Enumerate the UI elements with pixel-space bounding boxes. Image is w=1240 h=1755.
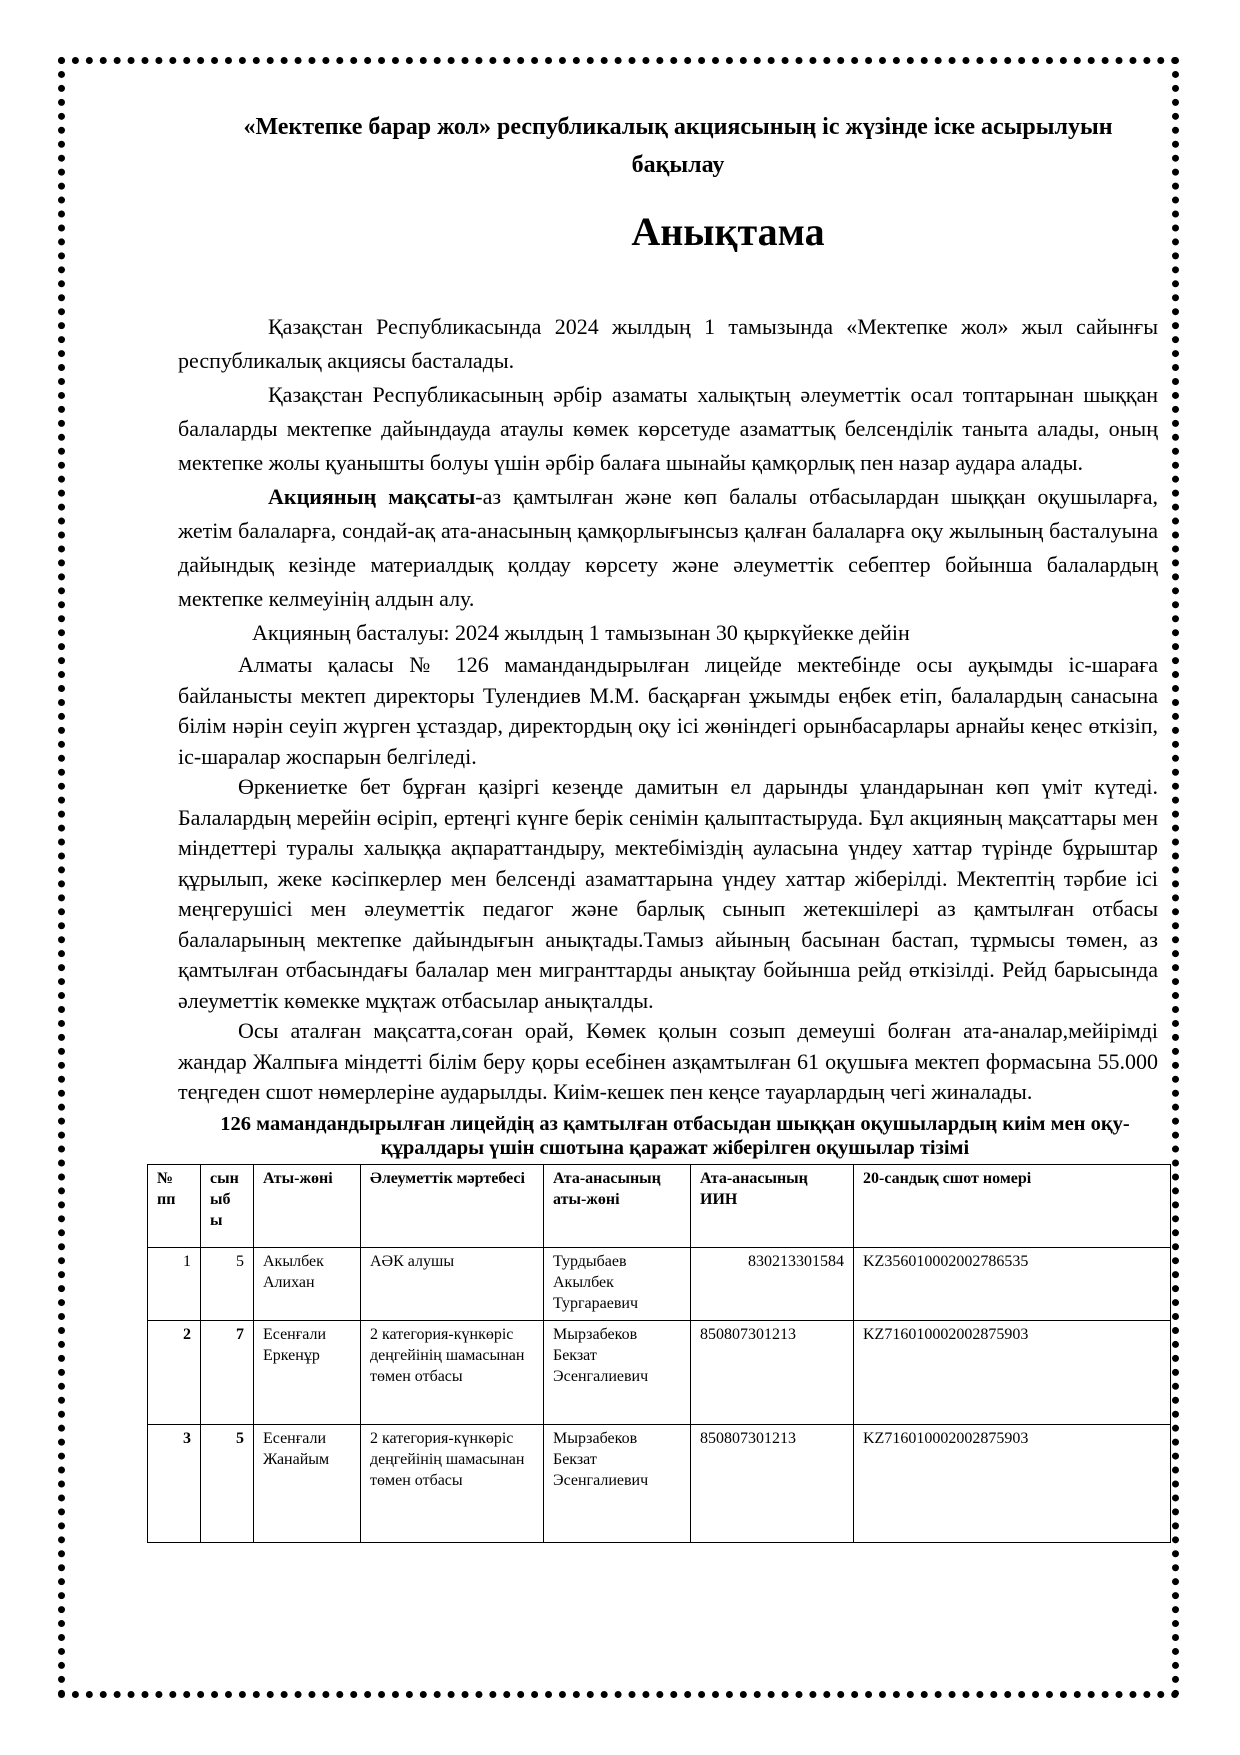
cell-parent-name: Мырзабеков Бекзат Эсенгалиевич — [544, 1424, 691, 1542]
cell-name: Есенғали Жанайым — [254, 1424, 361, 1542]
header-account-number: 20-сандық сшот номері — [854, 1164, 1171, 1247]
header-social-status: Әлеуметтік мәртебесі — [361, 1164, 544, 1247]
header-name: Аты-жөні — [254, 1164, 361, 1247]
cell-name: Есенғали Еркенұр — [254, 1320, 361, 1424]
cell-name: Акылбек Алихан — [254, 1247, 361, 1320]
cell-parent-name: Турдыбаев Акылбек Тургараевич — [544, 1247, 691, 1320]
document-title: Анықтама — [631, 209, 825, 254]
document-body — [157, 108, 1158, 1543]
table-row — [148, 1247, 1171, 1320]
table-caption: 126 мамандандырылған лицейдің аз қамтылған отбасыдан шыққан оқушылардың киім мен оқу-құралдары үшін сшотына қаражат жіберілген оқушылар тізімі — [220, 1112, 1130, 1159]
header-parent-name: Ата-анасының аты-жөні — [544, 1164, 691, 1247]
paragraph-2: Қазақстан Республикасының әрбір азаматы халықтың әлеуметтік осал топтарынан шыққан балаларды мектепке дайындауда атаулы көмек көрсетуде азаматтық белсенділік таныта алады, оның мектепке жолы қуанышты болуы үшін әрбір балаға шынайы қамқорлық пен назар аудара алады. — [178, 382, 1158, 475]
paragraph-3-bold: Акцияның мақсаты — [268, 484, 476, 509]
paragraph-6: Өркениетке бет бұрған қазіргі кезеңде дамитын ел дарынды ұландарынан көп үміт күтеді. Балалардың мерейін өсіріп, ертеңгі күнге берік сенімін қалыптастыруда. Бұл акцияның мақсаттары мен міндеттері туралы халыққа ақпараттандыру, мектебіміздің ауласына үндеу хаттар түрінде бұрыштар құрылып, жеке кәсіпкерлер мен белсенді азаматтарына үндеу хаттар жіберілді. Мектептің тәрбие ісі меңгерушісі мен әлеуметтік педагог және барлық сынып жетекшілері аз қамтылған отбасы балаларының мектепке дайындығын анықтады.Тамыз айының басынан бастап, тұрмысы төмен, аз қамтылған отбасындағы балалар мен мигранттарды анықтау бойынша рейд өткізілді. Рейд барысында әлеуметтік көмекке мұқтаж отбасылар анықталды. — [178, 774, 1158, 1013]
cell-account-number: KZ716010002002875903 — [854, 1424, 1171, 1542]
table-row — [148, 1320, 1171, 1424]
cell-social-status: 2 категория-күнкөріс деңгейінің шамасынан төмен отбасы — [361, 1424, 544, 1542]
table-header-row — [148, 1164, 1171, 1247]
cell-number: 1 — [148, 1247, 201, 1320]
cell-account-number: KZ716010002002875903 — [854, 1320, 1171, 1424]
paragraph-3 — [178, 480, 1158, 616]
cell-parent-iin: 830213301584 — [691, 1247, 854, 1320]
document-heading: «Мектепке барар жол» республикалық акциясының іс жүзінде іске асырылуын бақылау — [243, 114, 1113, 178]
header-parent-iin: Ата-анасының ИИН — [691, 1164, 854, 1247]
cell-parent-iin: 850807301213 — [691, 1424, 854, 1542]
paragraph-4: Акцияның басталуы: 2024 жылдың 1 тамызынан 30 қыркүйекке дейін — [252, 620, 910, 645]
paragraph-1: Қазақстан Республикасында 2024 жылдың 1 тамызында «Мектепке жол» жыл сайынғы республикалық акциясы басталады. — [178, 314, 1158, 373]
header-grade: сын ыб ы — [201, 1164, 254, 1247]
cell-number: 3 — [148, 1424, 201, 1542]
cell-social-status: АӘК алушы — [361, 1247, 544, 1320]
cell-social-status: 2 категория-күнкөріс деңгейінің шамасынан төмен отбасы — [361, 1320, 544, 1424]
cell-grade: 5 — [201, 1247, 254, 1320]
students-table — [147, 1164, 1171, 1543]
paragraph-7: Осы аталған мақсатта,соған орай, Көмек қолын созып демеуші болған ата-аналар,мейірімді жандар Жалпыға міндетті білім беру қоры есебінен азқамтылған 61 оқушыға мектеп формасына 55.000 теңгеден сшот нөмерлеріне аударылды. Киім-кешек пен кеңсе тауарлардың чегі жиналады. — [178, 1018, 1158, 1104]
cell-parent-iin: 850807301213 — [691, 1320, 854, 1424]
cell-parent-name: Мырзабеков Бекзат Эсенгалиевич — [544, 1320, 691, 1424]
cell-account-number: KZ356010002002786535 — [854, 1247, 1171, 1320]
cell-grade: 5 — [201, 1424, 254, 1542]
table-row — [148, 1424, 1171, 1542]
header-number: № пп — [148, 1164, 201, 1247]
paragraph-5: Алматы қаласы № 126 мамандандырылған лицейде мектебінде осы ауқымды іс-шараға байланысты мектеп директоры Тулендиев М.М. басқарған ұжымды еңбек етіп, балалардың санасына білім нәрін сеуіп жүрген ұстаздар, директордың оқу ісі жөніндегі орынбасарлары арнайы кеңес өткізіп, іс-шаралар жоспарын белгіледі. — [178, 652, 1158, 769]
cell-number: 2 — [148, 1320, 201, 1424]
paragraph-3-text: -аз қамтылған және көп балалы отбасылардан шыққан оқушыларға, жетім балаларға, сондай-ақ ата-анасының қамқорлығынсыз қалған балаларға оқу жылының басталуына дайындық кезінде материалдық қолдау көрсету және әлеуметтік себептер бойынша балалардың мектепке келмеуінің алдын алу. — [178, 484, 1158, 611]
cell-grade: 7 — [201, 1320, 254, 1424]
